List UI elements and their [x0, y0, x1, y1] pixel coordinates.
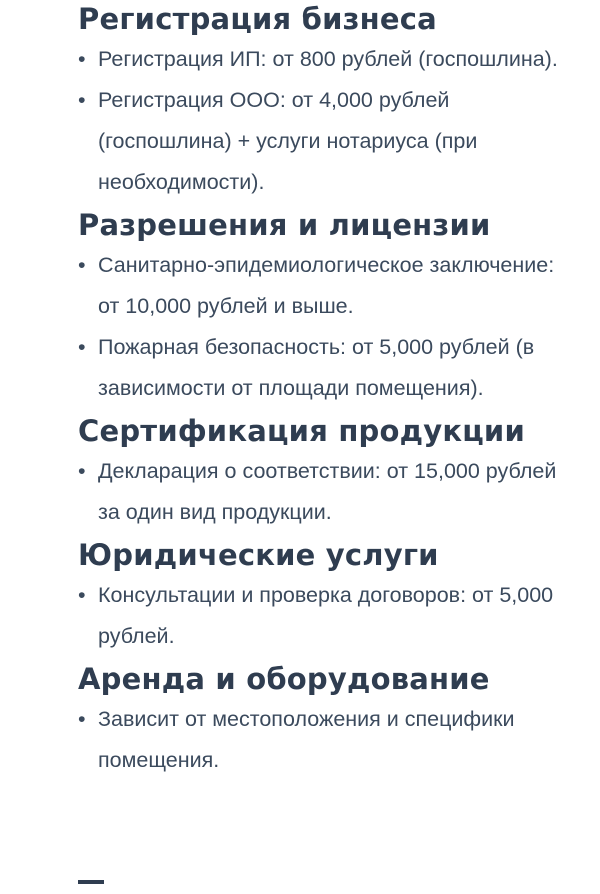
list-item — [78, 245, 578, 327]
item-list — [78, 39, 578, 203]
section-title: Сертификация продукции — [78, 414, 525, 448]
list-item — [78, 699, 578, 781]
list-item-text: Регистрация ИП: от 800 рублей (госпошлина). — [98, 47, 558, 71]
list-item-text: Декларация о соответствии: от 15,000 рублей за один вид продукции. — [98, 459, 557, 524]
bullet: • — [78, 583, 86, 607]
item-list — [78, 451, 578, 533]
list-item-text: Зависит от местоположения и специфики помещения. — [98, 707, 515, 772]
next-heading-fragment — [78, 880, 104, 894]
list-item — [78, 575, 578, 657]
bullet: • — [78, 47, 86, 71]
list-item-text: Регистрация ООО: от 4,000 рублей (госпошлина) + услуги нотариуса (при необходимости). — [98, 88, 478, 194]
section-rent-equipment — [78, 659, 578, 781]
bullet: • — [78, 707, 86, 731]
section-permits-licenses — [78, 205, 578, 409]
section-title: Регистрация бизнеса — [78, 2, 437, 36]
list-item — [78, 39, 578, 80]
section-title: Аренда и оборудование — [78, 662, 490, 696]
bullet: • — [78, 459, 86, 483]
item-list — [78, 245, 578, 409]
section-business-registration — [78, 0, 578, 203]
article-body — [78, 0, 578, 781]
list-item — [78, 451, 578, 533]
item-list — [78, 699, 578, 781]
section-title: Юридические услуги — [78, 538, 439, 572]
section-legal-services — [78, 535, 578, 657]
bullet: • — [78, 253, 86, 277]
bullet: • — [78, 335, 86, 359]
section-title: Разрешения и лицензии — [78, 208, 491, 242]
list-item — [78, 80, 578, 203]
bullet: • — [78, 88, 86, 112]
list-item-text: Санитарно-эпидемиологическое заключение: от 10,000 рублей и выше. — [98, 253, 555, 318]
section-product-certification — [78, 411, 578, 533]
list-item-text: Консультации и проверка договоров: от 5,000 рублей. — [98, 583, 554, 648]
list-item — [78, 327, 578, 409]
item-list — [78, 575, 578, 657]
list-item-text: Пожарная безопасность: от 5,000 рублей (в зависимости от площади помещения). — [98, 335, 535, 400]
